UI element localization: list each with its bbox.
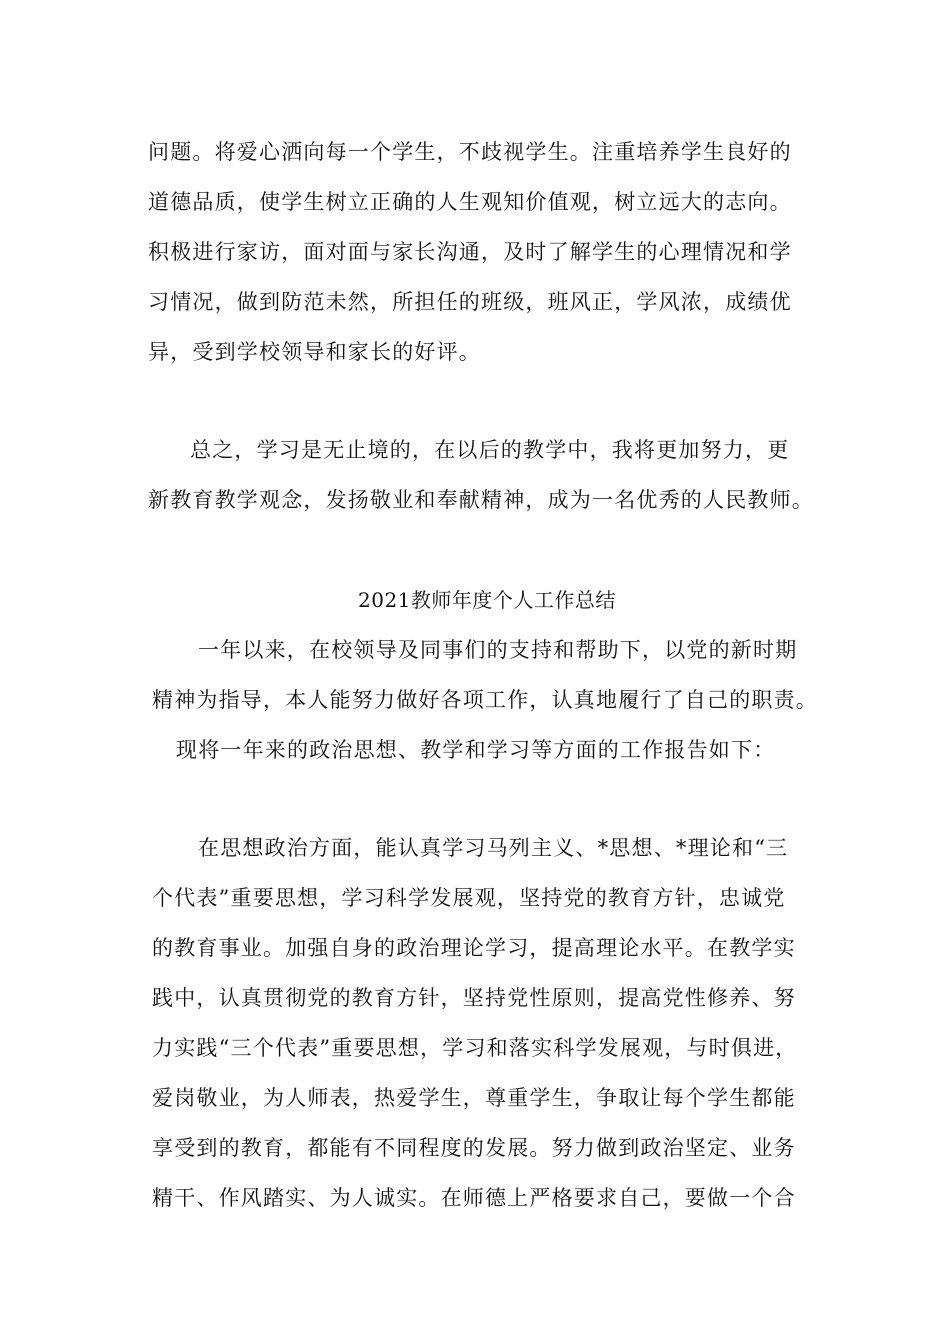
paragraph-4-line-7: 享受到的教育，都能有不同程度的发展。努力做到政治坚定、业务 bbox=[152, 1136, 796, 1160]
paragraph-3-line-3: 现将一年来的政治思想、教学和学习等方面的工作报告如下： bbox=[176, 738, 776, 762]
paragraph-4-line-5: 力实践“三个代表”重要思想，学习和落实科学发展观，与时俱进， bbox=[152, 1036, 798, 1060]
paragraph-1-line-2: 道德品质，使学生树立正确的人生观知价值观，树立远大的志向。 bbox=[148, 190, 792, 214]
paragraph-2-line-1: 总之，学习是无止境的，在以后的教学中，我将更加努力，更 bbox=[190, 438, 790, 462]
paragraph-1-line-1: 问题。将爱心洒向每一个学生，不歧视学生。注重培养学生良好的 bbox=[148, 140, 792, 164]
paragraph-4-line-4: 践中，认真贯彻党的教育方针，坚持党性原则，提高党性修养、努 bbox=[152, 986, 796, 1010]
paragraph-1-line-4: 习情况，做到防范未然，所担任的班级，班风正，学风浓，成绩优 bbox=[148, 290, 792, 314]
paragraph-2-line-2: 新教育教学观念，发扬敬业和奉献精神，成为一名优秀的人民教师。 bbox=[148, 488, 814, 512]
paragraph-4-line-3: 的教育事业。加强自身的政治理论学习，提高理论水平。在教学实 bbox=[152, 936, 796, 960]
paragraph-4-line-6: 爱岗敬业，为人师表，热爱学生，尊重学生，争取让每个学生都能 bbox=[152, 1086, 796, 1110]
paragraph-4-line-2: 个代表”重要思想，学习科学发展观，坚持党的教育方针，忠诚党 bbox=[152, 886, 786, 910]
paragraph-1-line-3: 积极进行家访，面对面与家长沟通，及时了解学生的心理情况和学 bbox=[148, 240, 792, 264]
document-title: 2021教师年度个人工作总结 bbox=[358, 588, 616, 612]
paragraph-4-line-1: 在思想政治方面，能认真学习马列主义、*思想、*理论和“三 bbox=[198, 836, 789, 860]
paragraph-1-line-5: 异，受到学校领导和家长的好评。 bbox=[148, 340, 481, 364]
paragraph-3-line-2: 精神为指导，本人能努力做好各项工作，认真地履行了自己的职责。 bbox=[152, 688, 818, 712]
paragraph-3-line-1: 一年以来，在校领导及同事们的支持和帮助下，以党的新时期 bbox=[198, 638, 798, 662]
paragraph-4-line-8: 精干、作风踏实、为人诚实。在师德上严格要求自己，要做一个合 bbox=[152, 1186, 796, 1210]
